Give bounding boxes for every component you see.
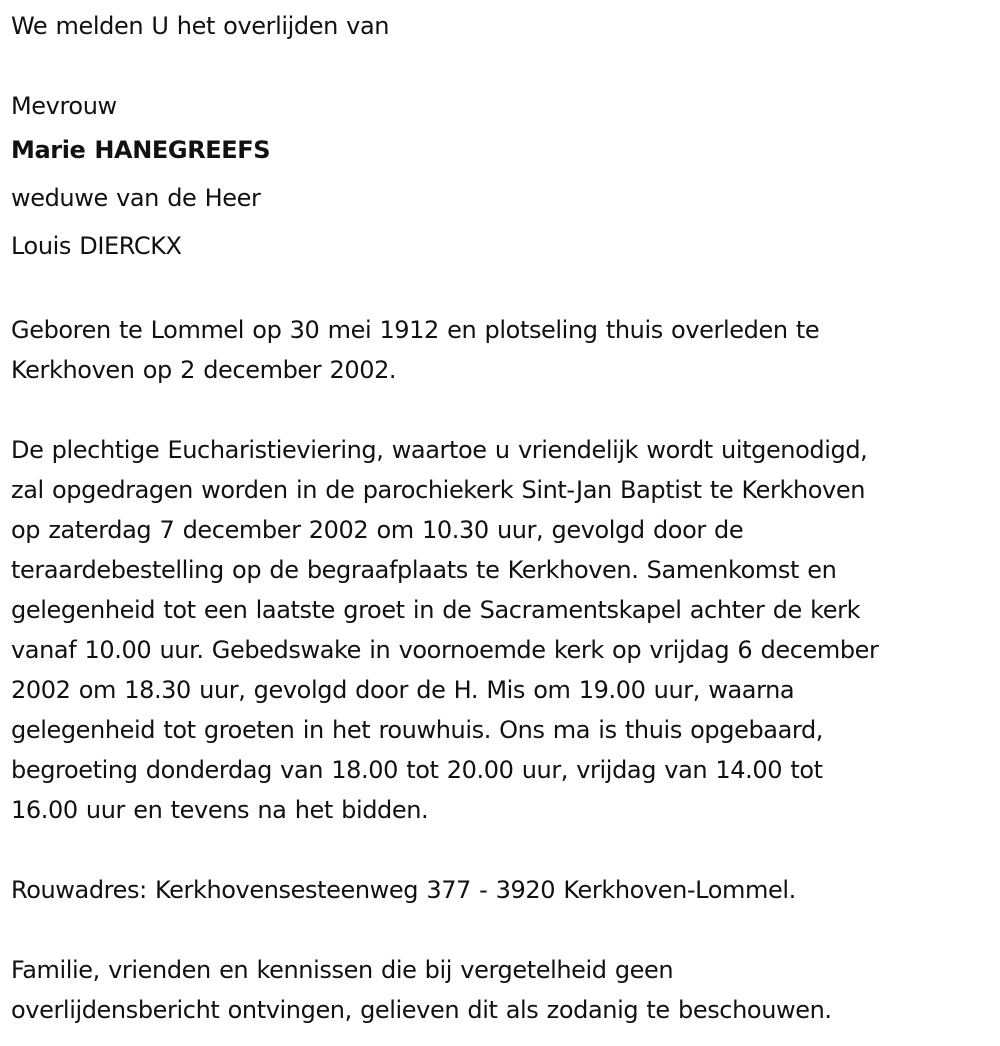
ceremony-paragraph xyxy=(11,430,1000,830)
birth-death-paragraph xyxy=(11,310,1000,390)
spacer xyxy=(11,830,1000,870)
spacer xyxy=(11,270,1000,310)
paragraph-line: 16.00 uur en tevens na het bidden. xyxy=(11,796,429,824)
paragraph-line: 2002 om 18.30 uur, gevolgd door de H. Mis om 19.00 uur, waarna xyxy=(11,676,795,704)
paragraph-line: Kerkhoven op 2 december 2002. xyxy=(11,356,397,384)
paragraph-line: vanaf 10.00 uur. Gebedswake in voornoemde kerk op vrijdag 6 december xyxy=(11,636,879,664)
paragraph-line: op zaterdag 7 december 2002 om 10.30 uur, gevolgd door de xyxy=(11,516,744,544)
closing-paragraph xyxy=(11,950,1000,1030)
paragraph-line: begroeting donderdag van 18.00 tot 20.00 uur, vrijdag van 14.00 tot xyxy=(11,756,823,784)
spouse-name: Louis DIERCKX xyxy=(11,232,182,260)
spacer xyxy=(11,390,1000,430)
paragraph-line: De plechtige Eucharistieviering, waartoe u vriendelijk wordt uitgenodigd, xyxy=(11,436,868,464)
paragraph-line: teraardebestelling op de begraafplaats te Kerkhoven. Samenkomst en xyxy=(11,556,837,584)
paragraph-line: overlijdensbericht ontvingen, gelieven dit als zodanig te beschouwen. xyxy=(11,996,832,1024)
paragraph-line: gelegenheid tot een laatste groet in de Sacramentskapel achter de kerk xyxy=(11,596,861,624)
spacer xyxy=(11,46,1000,86)
deceased-name: Marie HANEGREEFS xyxy=(11,136,271,164)
spacer xyxy=(11,910,1000,950)
paragraph-line: gelegenheid tot groeten in het rouwhuis. Ons ma is thuis opgebaard, xyxy=(11,716,824,744)
deceased-title: Mevrouw xyxy=(11,92,117,120)
paragraph-line: Geboren te Lommel op 30 mei 1912 en plotseling thuis overleden te xyxy=(11,316,820,344)
paragraph-line: Familie, vrienden en kennissen die bij vergetelheid geen xyxy=(11,956,674,984)
paragraph-line: zal opgedragen worden in de parochiekerk Sint-Jan Baptist te Kerkhoven xyxy=(11,476,866,504)
deceased-name-wrap xyxy=(11,126,1000,174)
intro-text: We melden U het overlijden van xyxy=(11,12,390,40)
deceased-relation: weduwe van de Heer xyxy=(11,184,261,212)
mourning-address: Rouwadres: Kerkhovensesteenweg 377 - 3920 Kerkhoven-Lommel. xyxy=(11,876,796,904)
